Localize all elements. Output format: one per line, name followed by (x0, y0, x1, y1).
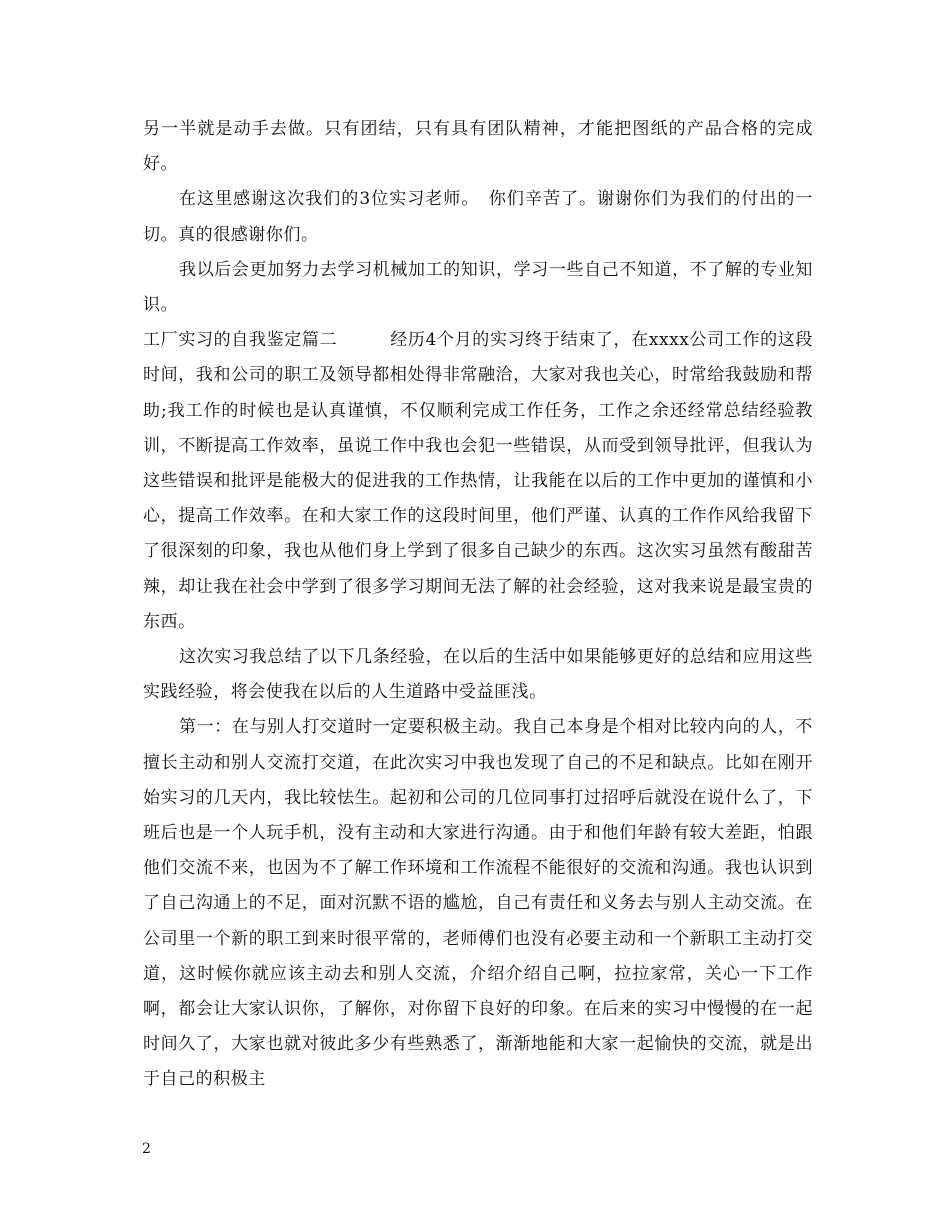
paragraph-2: 在这里感谢这次我们的3位实习老师。 你们辛苦了。谢谢你们为我们的付出的一切。真的很感谢你们。 (143, 189, 813, 245)
paragraph-4-section-heading: 工厂实习的自我鉴定篇二 经历4个月的实习终于结束了，在xxxx公司工作的这段时间，我和公司的职工及领导都相处得非常融洽，大家对我也关心，时常给我鼓励和帮助;我工作的时候也是认真谨慎，不仅顺利完成工作任务，工作之余还经常总结经验教训，不断提高工作效率，虽说工作中我也会犯一些错误，从而受到领导批评，但我认为这些错误和批评是能极大的促进我的工作热情，让我能在以后的工作中更加的谨慎和小心，提高工作效率。在和大家工作的这段时间里，他们严谨、认真的工作作风给我留下了很深刻的印象，我也从他们身上学到了很多自己缺少的东西。这次实习虽然有酸甜苦辣，却让我在社会中学到了很多学习期间无法了解的社会经验，这对我来说是最宝贵的东西。 (143, 330, 813, 632)
paragraph-3: 我以后会更加努力去学习机械加工的知识，学习一些自己不知道，不了解的专业知识。 (143, 259, 813, 316)
paragraph-6: 第一：在与别人打交道时一定要积极主动。我自己本身是个相对比较内向的人，不擅长主动和别人交流打交道，在此次实习中我也发现了自己的不足和缺点。比如在刚开始实习的几天内，我比较怯生。起初和公司的几位同事打过招呼后就没在说什么了，下班后也是一个人玩手机，没有主动和大家进行沟通。由于和他们年龄有较大差距，怕跟他们交流不来，也因为不了解工作环境和工作流程不能很好的交流和沟通。我也认识到了自己沟通上的不足，面对沉默不语的尴尬，自己有责任和义务去与别人主动交流。在公司里一个新的职工到来时很平常的，老师傅们也没有必要主动和一个新职工主动打交道，这时候你就应该主动去和别人交流，介绍介绍自己啊，拉拉家常，关心一下工作啊，都会让大家认识你，了解你，对你留下良好的印象。在后来的实习中慢慢的在一起时间久了，大家也就对彼此多少有些熟悉了，渐渐地能和大家一起愉快的交流，就是出于自己的积极主 (143, 717, 813, 1090)
page-number: 2 (142, 1141, 151, 1157)
paragraph-1: 另一半就是动手去做。只有团结，只有具有团队精神，才能把图纸的产品合格的完成好。 (143, 119, 813, 175)
paragraph-5: 这次实习我总结了以下几条经验，在以后的生活中如果能够更好的总结和应用这些实践经验，将会使我在以后的人生道路中受益匪浅。 (143, 647, 813, 703)
body-text (143, 112, 813, 1098)
